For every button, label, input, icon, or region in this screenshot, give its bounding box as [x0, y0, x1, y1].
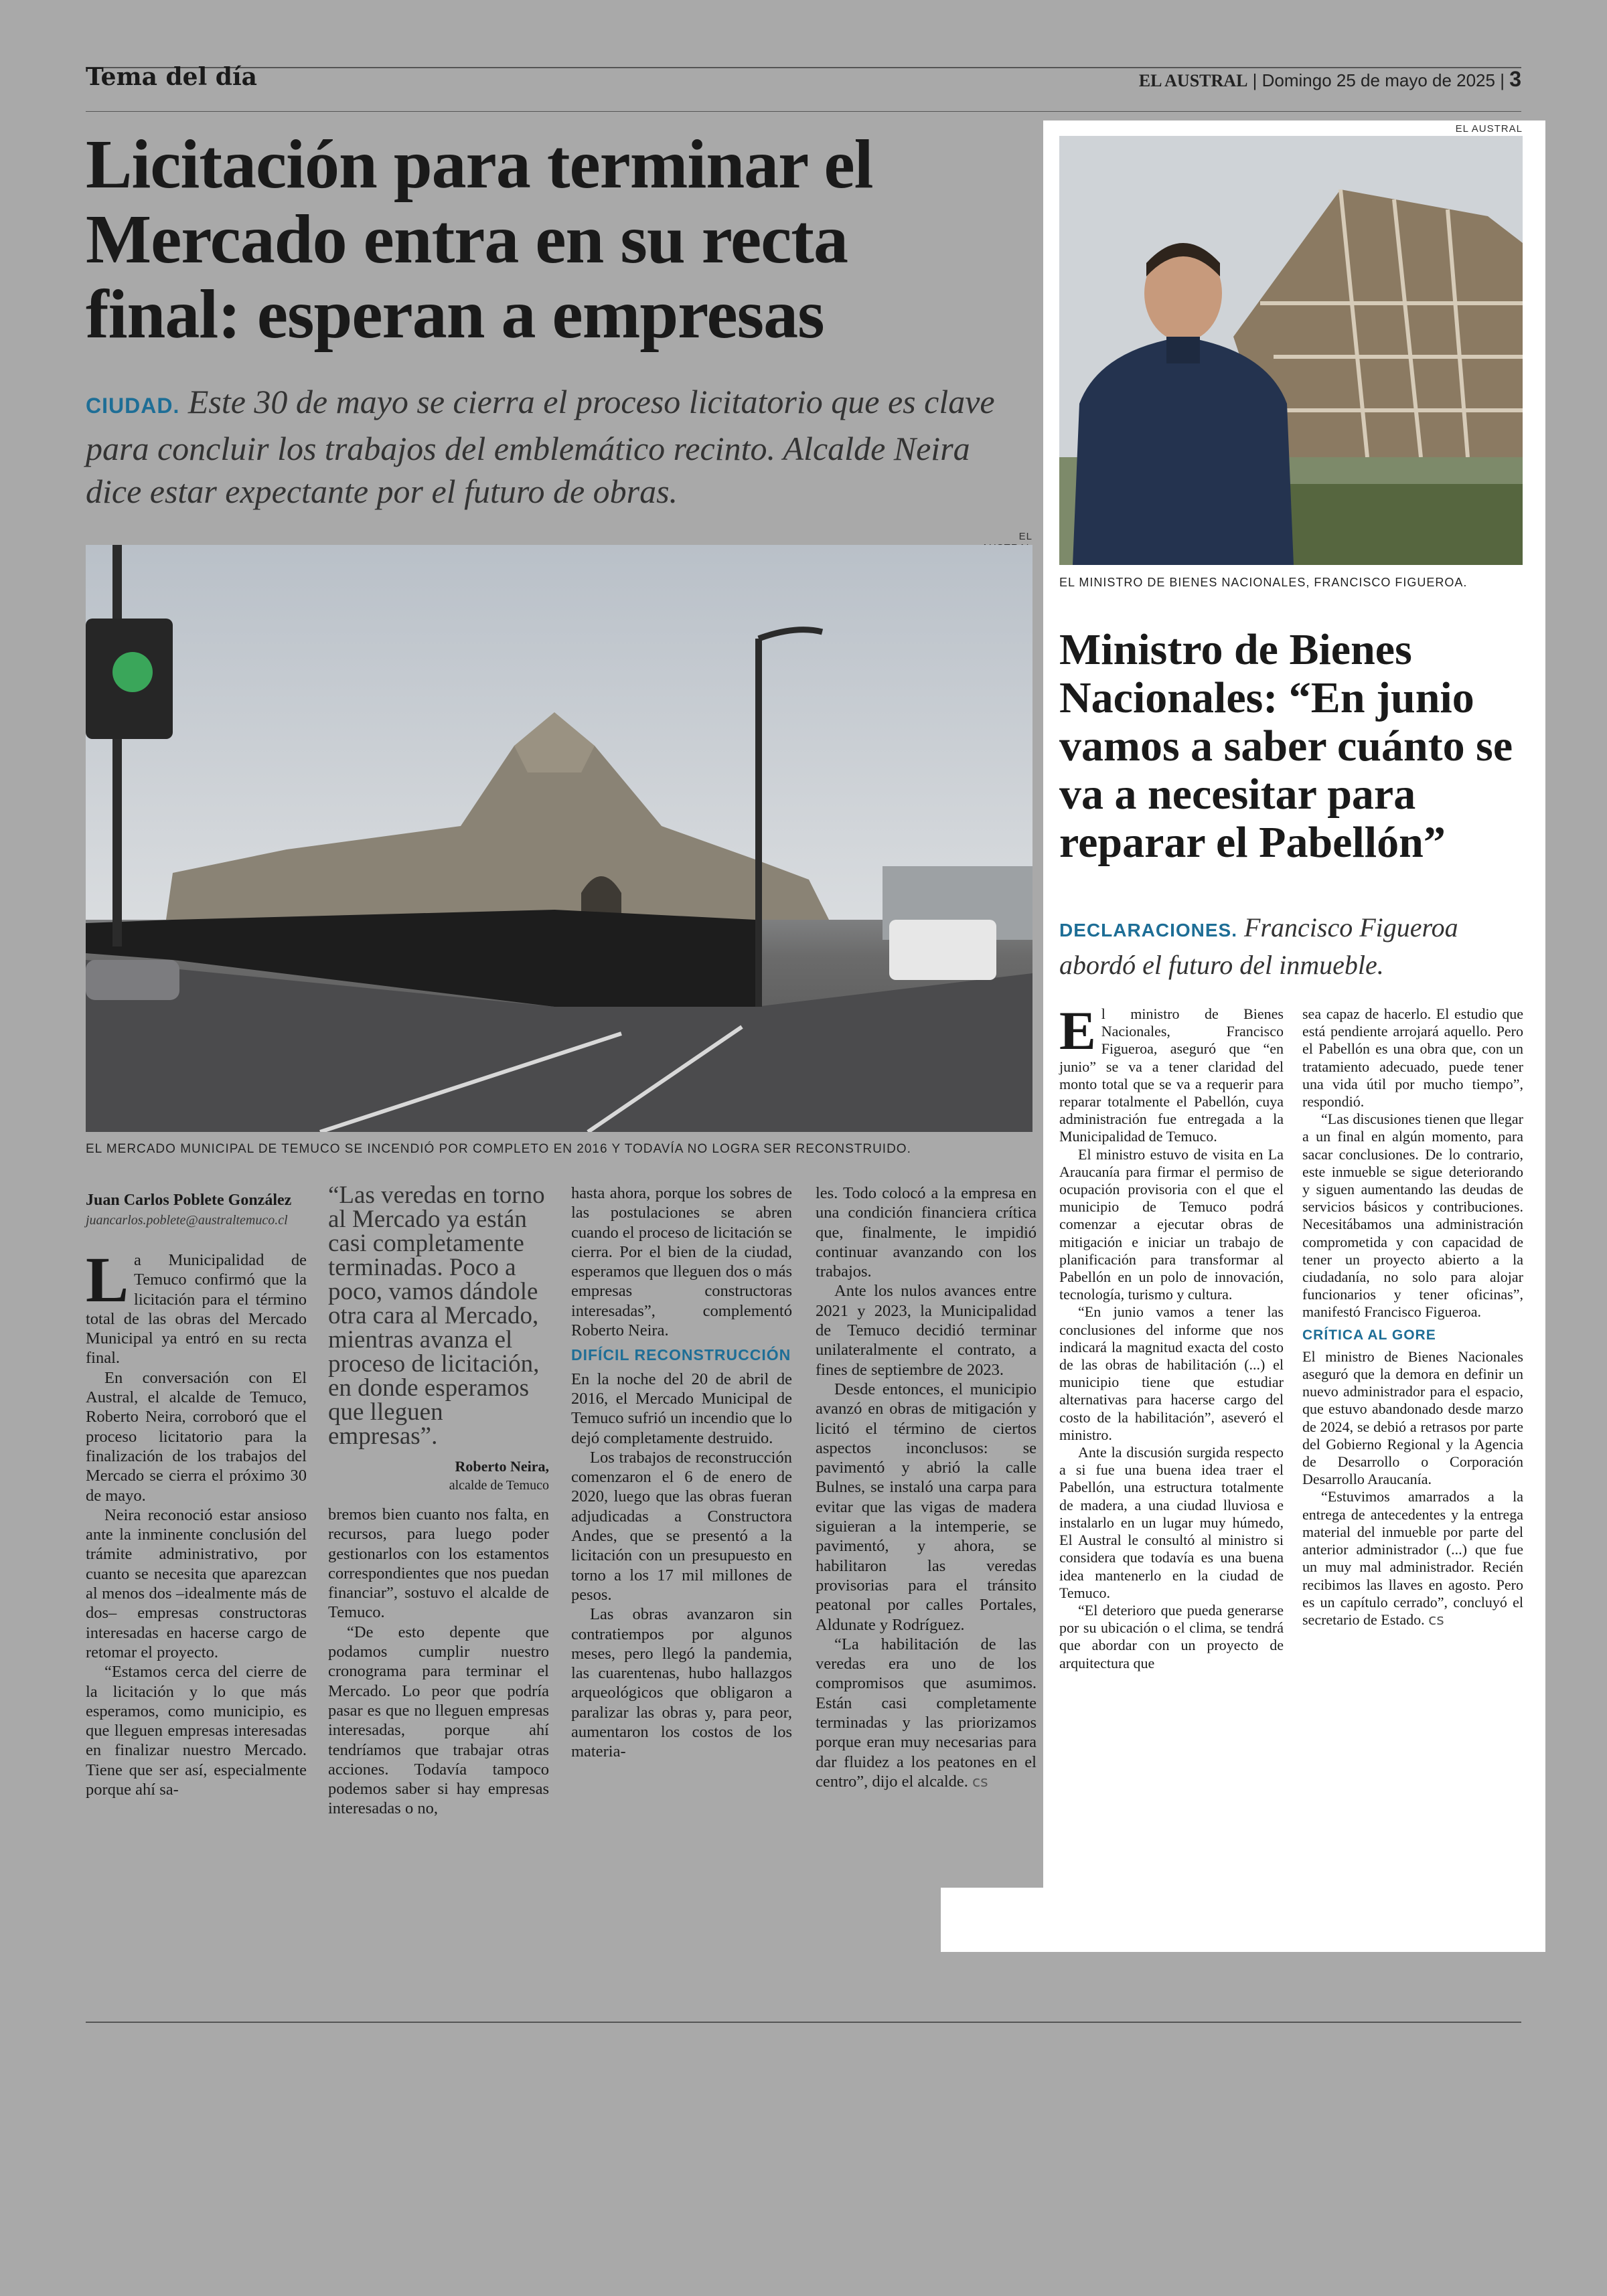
minister-photo-illustration — [1059, 136, 1523, 565]
market-photo — [86, 545, 1032, 1132]
paragraph: Los trabajos de reconstrucción comenzaron el 6 de enero de 2020, luego que las obras fueran adjudicadas a Constructora Andes, que se presentó a la licitación con un presupuesto en torno a los 17 mil millones de pesos. — [571, 1448, 792, 1604]
section-label: Tema del día — [86, 63, 257, 91]
byline: Juan Carlos Poblete González — [86, 1192, 292, 1209]
kicker: CIUDAD. — [86, 394, 180, 418]
paragraph: “La habilitación de las veredas era uno de los compromisos que asumimos. Están casi completamente terminadas y las priorizamos porque eran muy necesarias para dar fluidez a los peatones en el centro”, dijo el alcalde. cs — [816, 1635, 1037, 1791]
paragraph: El ministro de Bienes Nacionales aseguró que la demora en definir un nuevo administrador para el espacio, que estuvo abandonado desde marzo de 2024, se debió a retrasos por parte del Gobierno Regional y la Agencia de Desarrollo o Corporación Desarrollo Araucanía. — [1302, 1347, 1523, 1488]
article-column-4 — [816, 1183, 1037, 1792]
paragraph: En la noche del 20 de abril de 2016, el Mercado Municipal de Temuco sufrió un incendio que lo dejó completamente destruido. — [571, 1370, 792, 1447]
headline: Licitación para terminar el Mercado entra en su recta final: esperan a empresas — [86, 126, 873, 353]
sidebar-drop-cap: E — [1059, 1000, 1096, 1061]
article-column-1 — [86, 1244, 307, 1799]
sidebar-headline: Ministro de Bienes Nacionales: “En junio vamos a saber cuánto se va a necesitar para reparar el Pabellón” — [1059, 625, 1513, 867]
sidebar-deck — [1059, 910, 1528, 983]
sidebar-box-bottom — [941, 1888, 1545, 1952]
paragraph: bremos bien cuanto nos falta, en recursos, para luego poder gestionarlos con los estamentos correspondientes que nos puedan financiar”, sostuvo el alcalde de Temuco. — [328, 1505, 549, 1622]
deck-text: Este 30 de mayo se cierra el proceso licitatorio que es clave para concluir los trabajos del emblemático recinto. Alcalde Neira dice estar expectante por el futuro de obras. — [86, 383, 995, 510]
paragraph: “En junio vamos a tener las conclusiones del informe que nos indicará la magnitud exacta del costo de las obras de habilitación (...) el municipio tiene que estudiar alternativas para hacerse cargo del costo de la habilitación”, aseveró el ministro. — [1059, 1303, 1284, 1443]
paper-name: EL AUSTRAL — [1138, 71, 1248, 90]
sidebar-kicker: DECLARACIONES. — [1059, 920, 1238, 940]
drop-cap: L — [86, 1244, 129, 1315]
sidebar-column-1 — [1059, 1000, 1284, 1672]
date: | Domingo 25 de mayo de 2025 | — [1252, 70, 1505, 90]
market-photo-illustration — [86, 545, 1032, 1132]
paragraph: “El deterioro que pueda generarse por su ubicación o el clima, se tendrá que abordar con un proyecto de arquitectura que — [1059, 1601, 1284, 1671]
subhead: DIFÍCIL RECONSTRUCCIÓN — [571, 1346, 791, 1364]
paragraph: les. Todo colocó a la empresa en una condición financiera crítica que, finalmente, le impidió continuar avanzando con los trabajos. — [816, 1184, 1037, 1281]
paragraph: El ministro estuvo de visita en La Araucanía para firmar el permiso de ocupación provisoria con el que el municipio de Temuco podrá comenzar a ejecutar obras de mitigación e iniciar un trabajo de planificación para transformar al Pabellón en un polo de innovación, tecnología, turismo y cultura. — [1059, 1145, 1284, 1303]
sidebar-subhead: CRÍTICA AL GORE — [1302, 1327, 1436, 1343]
sidebar-photo-caption: EL MINISTRO DE BIENES NACIONALES, FRANCISCO FIGUEROA. — [1059, 576, 1468, 589]
page-number: 3 — [1509, 67, 1521, 91]
header-bottom-rule — [86, 111, 1521, 112]
sidebar-end-mark: cs — [1428, 1611, 1444, 1629]
author-email: juancarlos.poblete@australtemuco.cl — [86, 1213, 288, 1228]
paragraph: Ante los nulos avances entre 2021 y 2023, la Municipalidad de Temuco decidió terminar unilateralmente el contrato, a fines de septiembre de 2023. — [816, 1282, 1037, 1379]
sidebar-photo-credit: EL AUSTRAL — [1455, 123, 1523, 135]
paragraph: Ante la discusión surgida respecto a si fue una buena idea traer el Pabellón, una estructura totalmente de madera, a una ciudad lluviosa e instalarlo en un lugar muy húmedo, El Austral le consultó al ministro si considera que todavía es una buena idea mantenerlo en la ciudad de Temuco. — [1059, 1444, 1284, 1601]
end-mark: cs — [972, 1773, 988, 1791]
pull-quote-role: alcalde de Temuco — [449, 1478, 549, 1493]
paragraph: “De esto depente que podamos cumplir nuestro cronograma para terminar el Mercado. Lo peor que podría pasar es que no lleguen empresas interesadas, porque ahí tendríamos que trabajar otras acciones. Todavía tampoco podemos saber si hay empresas interesadas o no, — [328, 1623, 549, 1818]
bottom-rule — [86, 2022, 1521, 2023]
photo-caption: EL MERCADO MUNICIPAL DE TEMUCO SE INCENDIÓ POR COMPLETO EN 2016 Y TODAVÍA NO LOGRA SER RECONSTRUIDO. — [86, 1142, 911, 1156]
paragraph: hasta ahora, porque los sobres de las postulaciones se abren cuando el proceso de licitación se cierra. Por el bien de la ciudad, esperamos que lleguen dos o más empresas constructoras interesadas”, complementó Roberto Neira. — [571, 1184, 792, 1340]
paragraph: “Las discusiones tienen que llegar a un final en algún momento, para sacar conclusiones. De lo contrario, este inmueble se sigue deteriorando y siguen aumentando las deudas de servicios básicos y contribuciones. Necesitábamos una administración comprometida y con capacidad de tener un proyecto abierto a la ciudadanía, no solo para alojar funcionarios y tener oficinas”, manifestó Francisco Figueroa. — [1302, 1111, 1523, 1321]
paragraph: El ministro de Bienes Nacionales, Francisco Figueroa, aseguró que “en junio” se va a tener claridad del monto total que se va a requerir para reparar totalmente el Pabellón, cuya administración fue entregada a la Municipalidad de Temuco. — [1059, 1000, 1284, 1145]
paragraph: “Estuvimos amarrados a la entrega de antecedentes y la entrega material del inmueble por parte del anterior administrador (...) que fue un muy mal administrador. Recién recibimos las llaves en agosto. Pero es un capítulo cerrado”, concluyó el secretario de Estado. cs — [1302, 1488, 1523, 1629]
sidebar-column-2 — [1302, 1005, 1523, 1629]
article-column-2 — [328, 1505, 549, 1819]
paragraph: sea capaz de hacerlo. El estudio que está pendiente arrojará aquello. Pero el Pabellón es una obra que, con un tratamiento adecuado, puede tener una vida útil por mucho tiempo”, respondió. — [1302, 1005, 1523, 1111]
paragraph: En conversación con El Austral, el alcalde de Temuco, Roberto Neira, corroboró que el proceso licitatorio para la finalización de los trabajos del Mercado se cierra el próximo 30 de mayo. — [86, 1368, 307, 1505]
paragraph: Neira reconoció estar ansioso ante la inminente conclusión del trámite administrativo, por cuanto se necesita que aparezcan al menos dos –idealmente más de dos– empresas constructoras interesadas en hacerse cargo de retomar el proyecto. — [86, 1505, 307, 1661]
header-info — [1139, 67, 1521, 92]
pull-quote: “Las veredas en torno al Mercado ya están casi completamente terminadas. Poco a poco, vamos dándole otra cara al Mercado, mientras avanza el proceso de licitación, en donde esperamos que lleguen empresas”. — [328, 1181, 545, 1450]
article-column-3 — [571, 1183, 792, 1762]
deck — [86, 380, 1010, 513]
pull-quote-name: Roberto Neira, — [455, 1458, 549, 1475]
sidebar-deck-text: Francisco Figueroa abordó el futuro del inmueble. — [1059, 912, 1458, 980]
paragraph: Las obras avanzaron sin contratiempos por algunos meses, pero llegó la pandemia, las cuarentenas, hubo hallazgos arqueológicos que obligaron a paralizar las obras y, para peor, aumentaron los costos de los materia- — [571, 1605, 792, 1761]
paragraph: La Municipalidad de Temuco confirmó que la licitación para el término total de las obras del Mercado Municipal ya entró en su recta final. — [86, 1244, 307, 1368]
photo-credit: EL — [1018, 531, 1032, 542]
paragraph: Desde entonces, el municipio avanzó en obras de mitigación y licitó el término de ciertos aspectos inconclusos: se pavimentó y abrió la calle Bulnes, se instaló una carpa para evitar que las vigas de madera siguieran a la intemperie, se pavimentó, y ahora, se habilitaron las veredas provisorias para el tránsito peatonal por calles Portales, Aldunate y Rodríguez. — [816, 1380, 1037, 1634]
minister-photo — [1059, 136, 1523, 565]
paragraph: “Estamos cerca del cierre de la licitación y lo que más esperamos, como municipio, es que lleguen empresas interesadas en finalizar nuestro Mercado. Tiene que ser así, especialmente porque ahí sa- — [86, 1663, 307, 1799]
